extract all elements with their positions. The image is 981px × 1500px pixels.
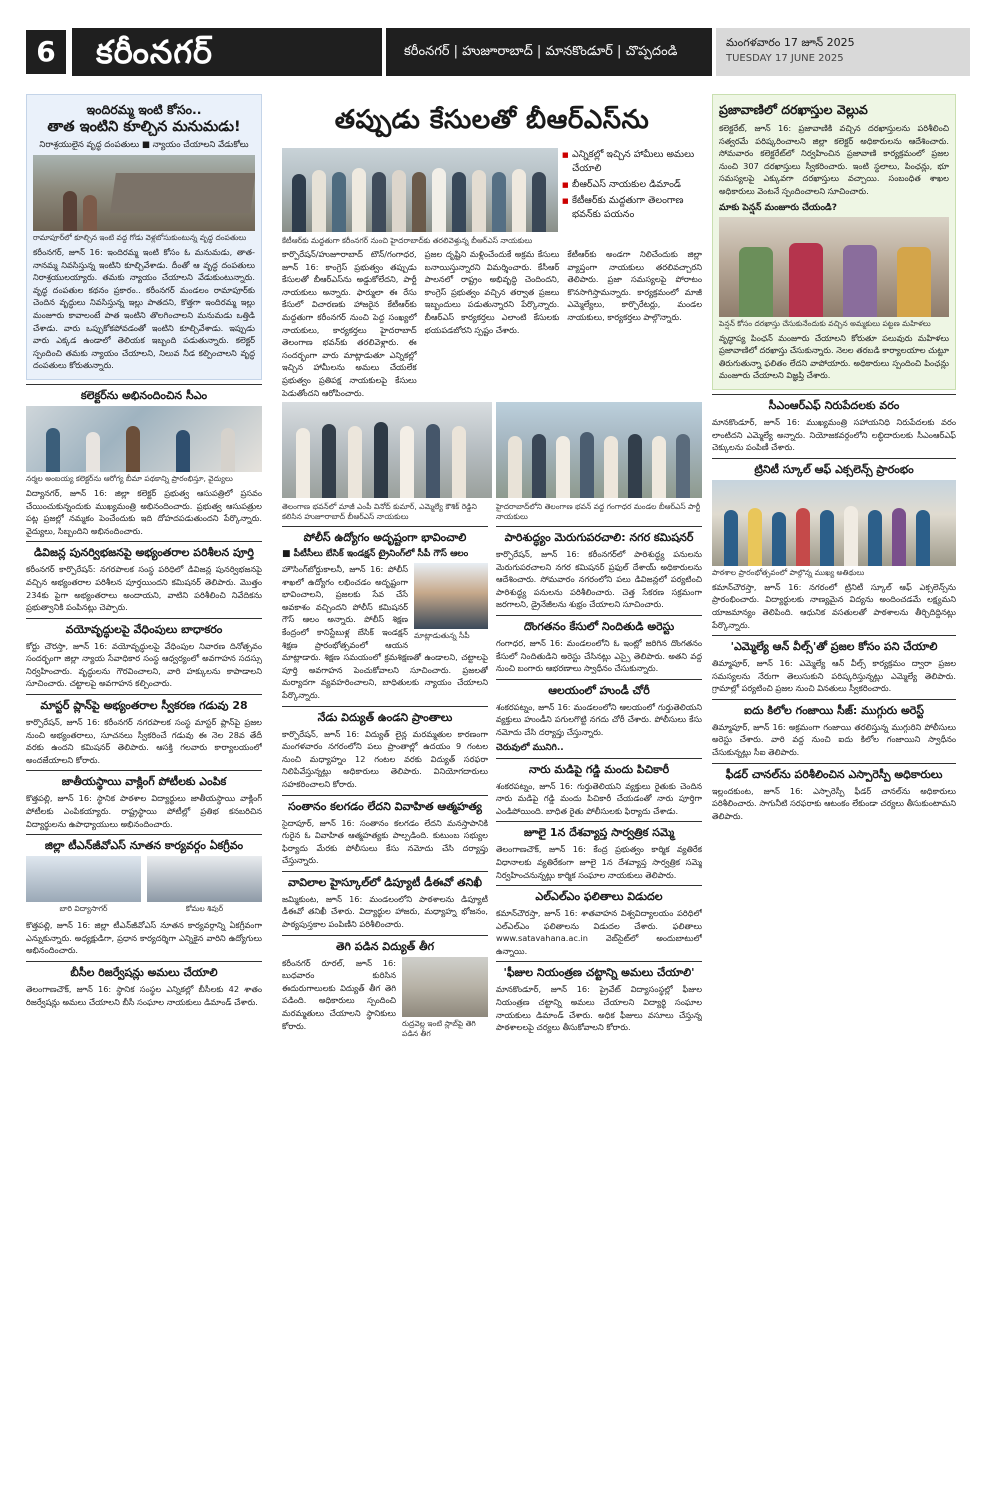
photo-caption: పాఠశాల ప్రారంభోత్సవంలో పాల్గొన్న ముఖ్య అతిథులు: [712, 567, 865, 577]
headline-sanitation: పారిశుద్ధ్యం మెరుగుపరచాలి: నగర కమిషనర్: [496, 526, 702, 545]
headline-power-wire: తెగి పడిన విద్యుత్ తీగ: [282, 935, 488, 954]
page-number: 6: [26, 30, 66, 74]
school-inauguration-photo: [712, 480, 956, 566]
cp-photo: [414, 563, 488, 629]
story-body: కేటీఆర్‌కు అండగా నిలిచేందుకు జిల్లా వ్యాప్తంగా నాయకులు తరలివచ్చారని తెలిపారు. ప్రజా సమస్యలపై పోరాటం కొనసాగిస్తామన్నారు. కార్యక్రమంలో మాజీ ఎమ్మెల్యేలు, కార్పొరేటర్లు, మండల నాయకులు, కార్యకర్తలు పాల్గొన్నారు.: [567, 249, 702, 322]
headline-cm-congratulates: కలెక్టర్‌ను అభినందించిన సీఎం: [26, 384, 262, 403]
date-english: TUESDAY 17 JUNE 2025: [726, 53, 844, 64]
portrait-photo: [147, 856, 262, 902]
story-body: కొత్తపల్లి, జూన్ 16: జిల్లా టీఎన్‌జీవోఎస్ నూతన కార్యవర్గాన్ని ఏకగ్రీవంగా ఎన్నుకున్నారు. అధ్యక్షుడిగా, ప్రధాన కార్యదర్శిగా ఎన్నికైన వారిని ఉద్యోగులు అభినందించారు.: [26, 920, 262, 956]
lead-body: [282, 248, 702, 398]
headline-national-selection: జాతీయస్థాయి వాక్లింగ్ పోటీలకు ఎంపిక: [26, 770, 262, 789]
subhead-pension: మాకు పెన్షన్ మంజూరు చేయండి?: [719, 202, 837, 213]
story-body: తిమ్మాపూర్, జూన్ 16: అక్రమంగా గంజాయి తరలిస్తున్న ముగ్గురిని పోలీసులు అరెస్టు చేశారు. వారి వద్ద నుంచి ఐదు కిలోల గంజాయిని స్వాధీనం చేసుకున్నట్లు సీఐ తెలిపారు.: [712, 721, 956, 758]
headline-deo-inspection: వావిలాల హైస్కూల్‌లో డిప్యూటీ డీఈవో తనిఖీ: [282, 871, 488, 890]
headline-cmrf: సీఎంఆర్ఎఫ్ నిరుపేదలకు వరం: [712, 394, 956, 413]
column-left: [26, 94, 262, 1494]
bullet-item: ■ కేటీఆర్‌కు మద్దతుగా తెలంగాణ భవన్‌కు పయనం: [562, 194, 702, 222]
story-body: తెలంగాణచౌక్, జూన్ 16: స్థానిక సంస్థల ఎన్నికల్లో బీసీలకు 42 శాతం రిజర్వేషన్లు అమలు చేయాలని బీసీ సంఘాల నాయకులు డిమాండ్ చేశారు.: [26, 984, 262, 1007]
story-grandson-demolition: [26, 94, 262, 380]
headline-llm-results: ఎల్ఎల్‌ఎం ఫలితాలు విడుదల: [496, 885, 702, 904]
prajavani-box: [712, 94, 956, 390]
wire-photo-block: [402, 957, 488, 1042]
story-body: గంగాధర, జూన్ 16: మండలంలోని ఓ ఇంట్లో జరిగిన దొంగతనం కేసులో నిందితుడిని అరెస్టు చేసినట్లు ఎస్సై తెలిపారు. అతని వద్ద నుంచి బంగారు ఆభరణాలు స్వాధీనం చేసుకున్నారు.: [496, 637, 702, 674]
group-photo-brs: [282, 148, 558, 232]
story-body: సైదాపూర్, జూన్ 16: సంతానం కలగడం లేదని మనస్తాపానికి గురైన ఓ వివాహిత ఆత్మహత్యకు పాల్పడింది. కుటుంబ సభ్యుల ఫిర్యాదు మేరకు పోలీసులు కేసు నమోదు చేసి దర్యాప్తు చేస్తున్నారు.: [282, 817, 488, 866]
story-body: కమాన్‌చౌరస్తా, జూన్ 16: నగరంలో ట్రినిటీ స్కూల్ ఆఫ్ ఎక్సలెన్స్‌ను ప్రారంభించారు. విద్యార్థులకు నాణ్యమైన విద్యను అందించడమే లక్ష్యమని యాజమాన్యం తెలిపింది. ఆధునిక వసతులతో పాఠశాలను తీర్చిదిద్దినట్లు పేర్కొన్నారు.: [712, 581, 956, 630]
story-body: విద్యానగర్, జూన్ 16: జిల్లా కలెక్టర్ ప్రభుత్వ ఆసుపత్రిలో ప్రసవం చేయించుకున్నందుకు ముఖ్యమంత్రి అభినందించారు. ప్రభుత్వ ఆసుపత్రుల పట్ల ప్రజల్లో నమ్మకం పెంచేందుకు ఇది దోహదపడుతుందని పేర్కొన్నారు. వైద్యులు, సిబ్బందిని అభినందించారు.: [26, 487, 262, 536]
photo-caption: మాట్లాడుతున్న సీపీ: [414, 631, 470, 640]
story-body: కోర్టు చౌరస్తా, జూన్ 16: వయోవృద్ధులపై వేధింపుల నివారణ దినోత్సవం సందర్భంగా జిల్లా న్యాయ సేవాధికార సంస్థ ఆధ్వర్యంలో అవగాహన సదస్సు నిర్వహించారు. వృద్ధులను గౌరవించాలని, వారి హక్కులను కాపాడాలని సూచించారు. చట్టాలపై అవగాహన కల్పించారు.: [26, 640, 262, 689]
story-body: వృద్ధాప్య పింఛన్ మంజూరు చేయాలని కోరుతూ పలువురు మహిళలు ప్రజావాణిలో దరఖాస్తు చేసుకున్నారు. నెలల తరబడి కార్యాలయాల చుట్టూ తిరుగుతున్నా ఫలితం లేదని వాపోయారు. అధికారులు స్పందించి పింఛన్లు మంజూరు చేయాలని విజ్ఞప్తి చేశారు.: [719, 332, 949, 381]
story-body: శంకరపట్నం, జూన్ 16: మండలంలోని ఆలయంలో గుర్తుతెలియని వ్యక్తులు హుండీని పగులగొట్టి నగదు చోరీ చేశారు. పోలీసులు కేసు నమోదు చేసి దర్యాప్తు చేస్తున్నారు.: [496, 701, 702, 737]
headline-fee-regulation: 'ఫీజుల నియంత్రణ చట్టాన్ని అమలు చేయాలి': [496, 961, 702, 980]
headline-general-strike: జూలై 1న దేశవ్యాప్త సార్వత్రిక సమ్మె: [496, 821, 702, 840]
story-body: తెలంగాణచౌక్, జూన్ 16: కేంద్ర ప్రభుత్వం కార్మిక వ్యతిరేక విధానాలకు వ్యతిరేకంగా జూలై 1న దేశవ్యాప్త సార్వత్రిక సమ్మె నిర్వహించనున్నట్లు కార్మిక సంఘాల నాయకులు తెలిపారు.: [496, 844, 702, 880]
headline-bc-reservations: బీసీల రిజర్వేషన్లు అమలు చేయాలి: [26, 961, 262, 980]
hospital-photo: [26, 406, 262, 472]
story-body: హౌసింగ్‌బోర్డుకాలనీ, జూన్ 16: పోలీస్ శాఖలో ఉద్యోగం లభించడం అదృష్టంగా భావించాలని, ప్రజలకు సేవ చేసే అవకాశం వచ్చిందని పోలీస్ కమిషనర్ గౌస్ ఆలం అన్నారు. పోలీస్ శిక్షణ కేంద్రంలో కానిస్టేబుళ్ల బేసిక్ ఇండక్షన్ శిక్షణ ప్రారంభోత్సవంలో ఆయన మాట్లాడారు. శిక్షణ సమయంలో క్రమశిక్షణతో ఉండాలని, చట్టాలపై పూర్తి అవగాహన పెంచుకోవాలని సూచించారు. ప్రజలతో మర్యాదగా వ్యవహరించాలని, బాధితులకు న్యాయం చేయాలని పేర్కొన్నారు.: [282, 564, 488, 700]
date-band: [716, 28, 970, 76]
story-body: మానకొండూర్, జూన్ 16: ముఖ్యమంత్రి సహాయనిధి నిరుపేదలకు వరం లాంటిదని ఎమ్మెల్యే అన్నారు. నియోజకవర్గంలోని లబ్ధిదారులకు సీఎంఆర్ఎఫ్ చెక్కులను పంపిణీ చేశారు.: [712, 416, 956, 453]
column-right: [712, 94, 956, 1494]
portrait-caption: బారి విద్యాసాగర్: [59, 904, 108, 914]
headline-temple-theft: ఆలయంలో హుండీ చోరీ: [496, 679, 702, 698]
story-body: కరీంనగర్, జూన్ 16: ఇందిరమ్మ ఇంటి కోసం ఓ మనుమడు, తాత-నానమ్మ నివసిస్తున్న ఇంటిని కూల్చివేశాడు. దీంతో ఆ వృద్ధ దంపతులు నిరాశ్రయులయ్యారు. తమకు న్యాయం చేయాలని వేడుకుంటున్నారు. వృద్ధ దంపతుల కథనం ప్రకారం.. కరీంనగర్ మండలం రామాపూర్‌కు చెందిన వృద్ధులు నివసిస్తున్న ఇల్లు పాతదని, కొత్తగా ఇందిరమ్మ ఇల్లు మంజూరు కావాలంటే పాత ఇంటిని తొలగించాలని మనుమడు ఒత్తిడి చేశాడు. వారు ఒప్పుకోకపోవడంతో ఇంటిని కూల్చివేశాడు. ఇప్పుడు వారు ఎక్కడ ఉండాలో తెలియక ఇబ్బంది పడుతున్నారు. కలెక్టర్ స్పందించి తమకు న్యాయం చేయాలని, నిలువ నీడ కల్పించాలని వృద్ధ దంపతులు కోరుతున్నారు.: [33, 247, 255, 371]
portrait-row: [26, 856, 262, 917]
headline-theft-arrest: దొంగతనం కేసులో నిందితుడి అరెస్టు: [496, 615, 702, 634]
story-body: జమ్మికుంట, జూన్ 16: మండలంలోని పాఠశాలను డిప్యూటీ డీఈవో తనిఖీ చేశారు. విద్యార్థుల హాజరు, మధ్యాహ్న భోజనం, పాఠ్యపుస్తకాల పంపిణీని పరిశీలించారు.: [282, 893, 488, 930]
photo-caption: హైదరాబాద్‌లోని తెలంగాణ భవన్ వద్ద గంగాధర మండల బీఆర్ఎస్ పార్టీ నాయకులు: [496, 502, 701, 521]
headline-mla-on-wheels: 'ఎమ్మెల్యే ఆన్ వీల్స్'తో ప్రజల కోసం పని చేయాలి: [712, 635, 956, 654]
pension-applicants-photo: [719, 217, 949, 317]
story-body: కరీంనగర్ రూరల్, జూన్ 16: బుధవారం కురిసిన ఈదురుగాలులకు విద్యుత్ తీగ తెగి పడింది. అధికారులు స్పందించి మరమ్మతులు చేయాలని స్థానికులు కోరారు.: [282, 957, 396, 1031]
story-body: ప్రజల దృష్టిని మళ్లించేందుకే అక్రమ కేసులు బనాయిస్తున్నారని విమర్శించారు. కేసీఆర్ పాలనలో రాష్ట్రం అభివృద్ధి చెందిందని, కాంగ్రెస్ ప్రభుత్వం వచ్చిన తర్వాత ప్రజలు ఇబ్బందులు పడుతున్నారని పేర్కొన్నారు. బీఆర్ఎస్ కార్యకర్తలు ఎలాంటి కేసులకు భయపడబోరని స్పష్టం చేశారు.: [424, 249, 560, 335]
bullet-item: ■ బీఆర్ఎస్ నాయకుల డిమాండ్: [562, 178, 702, 192]
demolished-house-photo: [33, 155, 255, 231]
headline-trinity-school: ట్రినిటీ స్కూల్ ఆఫ్ ఎక్సలెన్స్ ప్రారంభం: [712, 458, 956, 477]
story-body: కార్పొరేషన్, జూన్ 16: కరీంనగర్‌లో పారిశుద్ధ్య పనులను మెరుగుపరచాలని నగర కమిషనర్ ప్రఫుల్ దేశాయ్ అధికారులను ఆదేశించారు. సోమవారం నగరంలోని పలు డివిజన్లలో పర్యటించి పారిశుద్ధ్య పనులను పరిశీలించారు. చెత్త సేకరణ సక్రమంగా జరగాలని, డ్రైనేజీలను శుభ్రం చేయాలని సూచించారు.: [496, 549, 702, 610]
story-body: కలెక్టరేట్, జూన్ 16: ప్రజావాణికి వచ్చిన దరఖాస్తులను పరిశీలించి సత్వరమే పరిష్కరించాలని జిల్లా కలెక్టర్ అధికారులను ఆదేశించారు. సోమవారం కలెక్టరేట్‌లో నిర్వహించిన ప్రజావాణి కార్యక్రమంలో ప్రజల నుంచి 307 దరఖాస్తులు స్వీకరించారు. ఇంటి స్థలాలు, పింఛన్లు, భూ సమస్యలపై ఎక్కువగా దరఖాస్తులు వచ్చాయి. సంబంధిత శాఖల అధికారులు వెంటనే స్పందించాలని సూచించారు.: [719, 123, 949, 196]
story-body: తిమ్మాపూర్, జూన్ 16: ఎమ్మెల్యే ఆన్ వీల్స్ కార్యక్రమం ద్వారా ప్రజల సమస్యలను నేరుగా తెలుసుకుని పరిష్కరిస్తున్నట్లు ఎమ్మెల్యే తెలిపారు. గ్రామాల్లో పర్యటించి ప్రజల నుంచి వినతులు స్వీకరించారు.: [712, 658, 956, 694]
story-headline-2: తాత ఇంటిని కూల్చిన మనుమడు!: [47, 119, 241, 135]
lead-headline: తప్పుడు కేసులతో బీఆర్ఎస్‌ను: [334, 105, 650, 135]
story-body: కొత్తపల్లి, జూన్ 16: స్థానిక పాఠశాల విద్యార్థులు జాతీయస్థాయి వాక్లింగ్ పోటీలకు ఎంపికయ్యారు. రాష్ట్రస్థాయి పోటీల్లో ప్రతిభ కనబరిచిన విద్యార్థులను ఉపాధ్యాయులు అభినందించారు.: [26, 793, 262, 829]
story-body: ఇల్లందకుంట, జూన్ 16: ఎస్పారెస్పీ ఫీడర్ చానల్‌ను అధికారులు పరిశీలించారు. సాగునీటి సరఫరాకు ఆటంకం లేకుండా చర్యలు తీసుకుంటామని తెలిపారు.: [712, 785, 956, 821]
police-subhead: ■ పీటీసీలు బేసిక్ ఇండక్షన్ ట్రైనింగ్‌లో సీపీ గౌస్ ఆలం: [282, 549, 469, 559]
portrait-caption: కోమల శివుర్: [185, 904, 224, 914]
column-center-right: [496, 522, 702, 1494]
photo-gangadhara-leaders: [496, 402, 702, 498]
masthead: [0, 0, 981, 84]
photo-caption: నర్మల అంబయ్య కలెక్టర్‌ను ఆరోగ్య బీమా పథకాన్ని ప్రారంభిస్తూ, వైద్యులు: [26, 473, 233, 483]
column-center-left: [282, 522, 488, 1494]
story-headline-1: ఇందిరమ్మ ఇంటి కోసం..: [86, 102, 202, 117]
photo-caption: పెన్షన్ కోసం దరఖాస్తు చేసుకునేందుకు వచ్చిన అమ్మకులు పట్టణ మహిళలు: [719, 318, 931, 328]
photo-caption: రుద్రవెల్ల ఇంటి స్లాబ్‌పై తెగి పడిన తీగ: [402, 1018, 476, 1038]
bullet-item: ■ ఎన్నికల్లో ఇచ్చిన హామీలు అమలు చేయాలి: [562, 148, 702, 176]
section-places: కరీంనగర్ | హుజూరాబాద్ | మానకొండూర్ | చొప్పదండి: [386, 28, 712, 76]
date-telugu: మంగళవారం 17 జూన్ 2025: [726, 36, 855, 49]
story-subhead: నిరాశ్రయులైన వృద్ధ దంపతులు ■ న్యాయం చేయాలని వేడుకోలు: [39, 140, 249, 150]
headline-police: పోలీస్ ఉద్యోగం అదృష్టంగా భావించాలి: [282, 526, 488, 545]
headline-prajavani: ప్రజావాణిలో దరఖాస్తుల వెల్లువ: [719, 102, 868, 117]
headline-master-plan: మాస్టర్ ప్లాన్‌పై అభ్యంతరాల స్వీకరణ గడువు 28: [26, 694, 262, 713]
photo-caption: రామాపూర్‌లో కూల్చిన ఇంటి వద్ద గోడు వెళ్లబోసుకుంటున్న వృద్ధ దంపతులు: [33, 233, 247, 242]
headline-suicide: సంతానం కలగడం లేదని వివాహిత ఆత్మహత్య: [282, 795, 488, 814]
story-body: శంకరపట్నం, జూన్ 16: గుర్తుతెలియని వ్యక్తులు రైతుకు చెందిన నారు మడిపై గడ్డి మందు పిచికారీ చేయడంతో నారు పూర్తిగా ఎండిపోయింది. బాధిత రైతు పోలీసులకు ఫిర్యాదు చేశాడు.: [496, 780, 702, 816]
lead-bullets: [562, 148, 702, 224]
cp-portrait: [414, 563, 488, 644]
headline-tngo-committee: జిల్లా టీఎన్‌జీవోఎస్ నూతన కార్యవర్గం ఏకగ్రీవం: [26, 834, 262, 853]
photo-caption: తెలంగాణ భవన్‌లో మాజీ ఎంపీ వినోద్ కుమార్, ఎమ్మెల్యే కౌశిక్ రెడ్డిని కలిసిన హుజూరాబాద్ బీఆర్ఎస్ నాయకులు: [282, 502, 477, 521]
photo-telangana-bhavan: [282, 402, 492, 498]
story-body: కార్పొరేషన్, జూన్ 16: విద్యుత్ లైన్ల మరమ్మతుల కారణంగా మంగళవారం నగరంలోని పలు ప్రాంతాల్లో ఉదయం 9 గంటల నుంచి మధ్యాహ్నం 12 గంటల వరకు విద్యుత్ సరఫరా నిలిపివేస్తున్నట్లు అధికారులు తెలిపారు. వినియోగదారులు సహకరించాలని కోరారు.: [282, 728, 488, 789]
story-body: కరీంనగర్ కార్పొరేషన్: నగరపాలక సంస్థ పరిధిలో డివిజన్ల పునర్విభజనపై వచ్చిన అభ్యంతరాల పరిశీలన పూర్తయిందని కమిషనర్ తెలిపారు. మొత్తం 234కు పైగా అభ్యంతరాలు అందాయని, వాటిని పరిశీలించి నివేదికను ప్రభుత్వానికి పంపినట్లు చెప్పారు.: [26, 564, 262, 613]
story-body: కమాన్‌చౌరస్తా, జూన్ 16: శాతవాహన విశ్వవిద్యాలయం పరిధిలో ఎల్ఎల్‌ఎం ఫలితాలను విడుదల చేశారు. ఫలితాలు www.satavahana.ac.in వెబ్‌సైట్‌లో అందుబాటులో ఉన్నాయి.: [496, 908, 702, 956]
wire-photo: [402, 957, 488, 1017]
headline-elderly-harassment: వయోవృద్ధులపై వేధింపులు బాధాకరం: [26, 618, 262, 637]
headline-feeder-channel: ఫీడర్ చానల్‌ను పరిశీలించిన ఎస్పారెస్పీ అధికారులు: [712, 763, 956, 782]
section-title: కరీంనగర్: [72, 28, 382, 76]
headline-power-cut: నేడు విద్యుత్ ఉండని ప్రాంతాలు: [282, 706, 488, 725]
headline-nursery-poison: నారు మడిపై గడ్డి మందు పిచికారీ: [496, 758, 702, 777]
photo-caption: కేటీఆర్‌కు మద్దతుగా కరీంనగర్ నుంచి హైదరాబాద్‌కు తరలివెళ్తున్న బీఆర్ఎస్ నాయకులు: [282, 236, 533, 245]
subhead-drowning: చెరువులో మునిగి..: [496, 742, 564, 753]
headline-division-objections: డివిజన్ల పునర్విభజనపై అభ్యంతరాల పరిశీలన పూర్తి: [26, 541, 262, 560]
story-body: మానకొండూర్, జూన్ 16: ప్రైవేట్ విద్యాసంస్థల్లో ఫీజుల నియంత్రణ చట్టాన్ని అమలు చేయాలని విద్యార్థి సంఘాల నాయకులు డిమాండ్ చేశారు. అధిక ఫీజులు వసూలు చేస్తున్న పాఠశాలలపై చర్యలు తీసుకోవాలని కోరారు.: [496, 984, 702, 1033]
portrait-photo: [26, 856, 141, 902]
headline-ganja-seizure: ఐదు కిలోల గంజాయి సీజ్: ముగ్గురు అరెస్ట్: [712, 699, 956, 718]
story-body: కార్పొరేషన్/హుజూరాబాద్ టౌన్/గంగాధర, జూన్ 16: కాంగ్రెస్ ప్రభుత్వం తప్పుడు కేసులతో బీఆర్ఎస్‌ను అడ్డుకోలేదని, పార్టీ నాయకులు అన్నారు. ఫార్ములా ఈ రేసు కేసులో విచారణకు హాజరైన కేటీఆర్‌కు మద్దతుగా కరీంనగర్ నుంచి పెద్ద సంఖ్యలో నాయకులు, కార్యకర్తలు హైదరాబాద్ తెలంగాణ భవన్‌కు తరలివెళ్లారు. ఈ సందర్భంగా వారు మాట్లాడుతూ ఎన్నికల్లో ఇచ్చిన హామీలను అమలు చేయలేక ప్రభుత్వం ప్రతిపక్ష నాయకులపై కేసులు పెడుతోందని ఆరోపించారు.: [282, 249, 417, 398]
story-body: కార్పొరేషన్, జూన్ 16: కరీంనగర్ నగరపాలక సంస్థ మాస్టర్ ప్లాన్‌పై ప్రజల నుంచి అభ్యంతరాలు, సూచనలు స్వీకరించే గడువు ఈ నెల 28వ తేదీ వరకు ఉందని కమిషనర్ తెలిపారు. ఆసక్తి గలవారు కార్యాలయంలో అందజేయాలని కోరారు.: [26, 717, 262, 765]
